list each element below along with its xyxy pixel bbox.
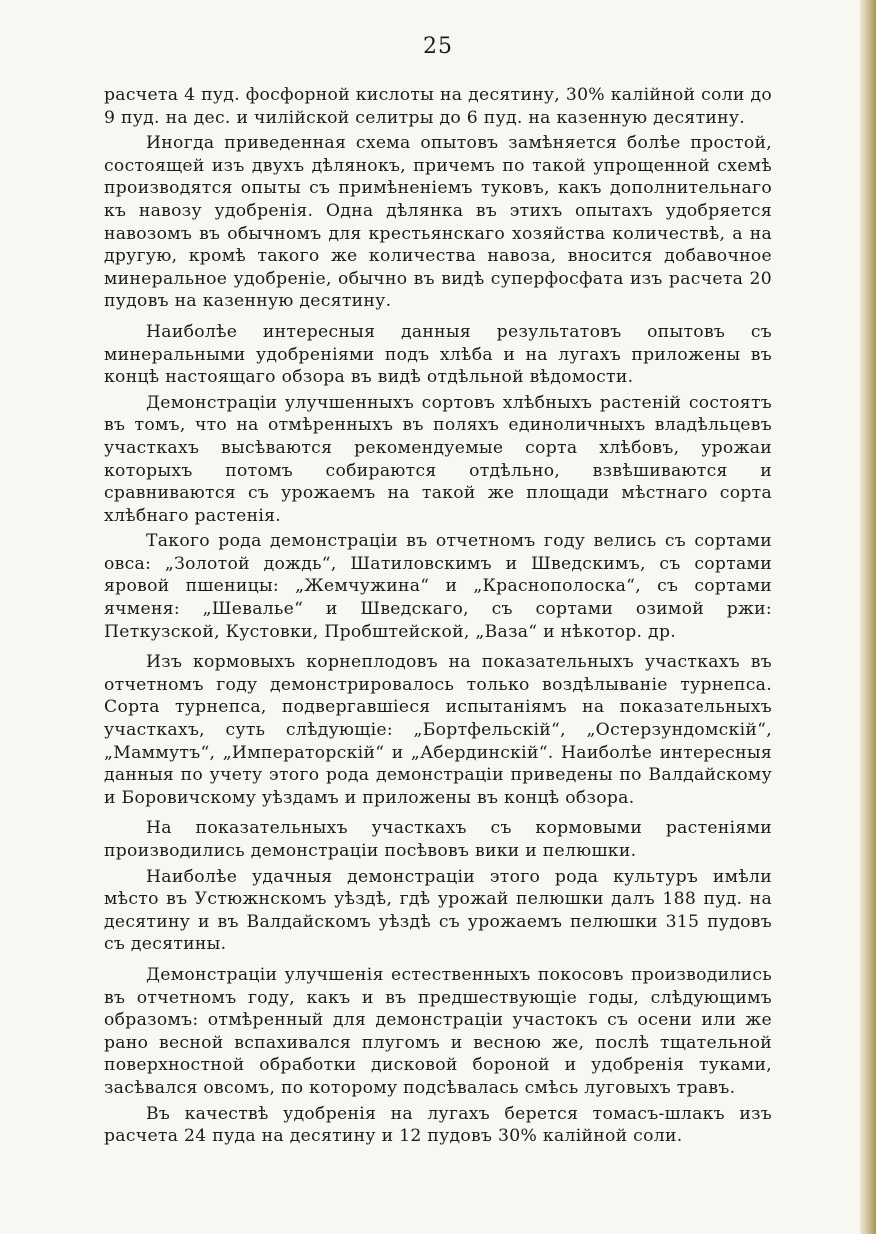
- paragraph-4: Демонстраціи улучшенныхъ сортовъ хлѣбныхъ растеній состоятъ въ томъ, что на отмѣренныхъ въ поляхъ единоличныхъ владѣльцевъ участкахъ высѣваются рекомендуемые сорта хлѣбовъ, урожаи которыхъ потомъ собираются отдѣльно, взвѣшиваются и сравниваются съ урожаемъ на такой же площади мѣстнаго сорта хлѣбнаго растенія.: [104, 392, 772, 526]
- paragraph-3: Наиболѣе интересныя данныя результатовъ опытовъ съ минеральными удобреніями подъ хлѣба и на лугахъ приложены въ концѣ настоящаго обзора въ видѣ отдѣльной вѣдомости.: [104, 321, 772, 388]
- page-spine-edge: [860, 0, 876, 1234]
- paragraph-1: расчета 4 пуд. фосфорной кислоты на десятину, 30% калійной соли до 9 пуд. на дес. и чилійской селитры до 6 пуд. на казенную десятину.: [104, 85, 772, 128]
- paragraph-5: Такого рода демонстраціи въ отчетномъ году велись съ сортами овса: „Золотой дождь“, Шатиловскимъ и Шведскимъ, съ сортами яровой пшеницы: „Жемчужина“ и „Краснополоска“, съ сортами ячменя: „Шевалье“ и Шведскаго, съ сортами озимой ржи: Петкузской, Кустовки, Пробштейской, „Ваза“ и нѣкотор. др.: [104, 531, 772, 642]
- paragraph-2: Иногда приведенная схема опытовъ замѣняется болѣе простой, состоящей изъ двухъ дѣлянокъ, причемъ по такой упрощенной схемѣ производятся опыты съ примѣненіемъ туковъ, какъ дополнительнаго къ навозу удобренія. Одна дѣлянка въ этихъ опытахъ удобряется навозомъ въ обычномъ для крестьянскаго хозяйства количествѣ, а на другую, кромѣ такого же количества навоза, вносится добавочное минеральное удобреніе, обычно въ видѣ суперфосфата изъ расчета 20 пудовъ на казенную десятину.: [104, 133, 772, 312]
- paragraph-6: Изъ кормовыхъ корнеплодовъ на показательныхъ участкахъ въ отчетномъ году демонстрировалось только воздѣлываніе турнепса. Сорта турнепса, подвергавшіеся испытаніямъ на показательныхъ участкахъ, суть слѣдующіе: „Бортфельскій“, „Остерзундомскій“, „Маммутъ“, „Императорскій“ и „Абердинскій“. Наиболѣе интересныя данныя по учету этого рода демонстраціи приведены по Валдайскому и Боровичскому уѣздамъ и приложены въ концѣ обзора.: [104, 652, 772, 808]
- paragraph-9: Демонстраціи улучшенія естественныхъ покосовъ производились въ отчетномъ году, какъ и въ предшествующіе годы, слѣдующимъ образомъ: отмѣренный для демонстраціи участокъ съ осени или же рано весной вспахивался плугомъ и весною же, послѣ тщательной поверхностной обработки дисковой бороной и удобренія туками, засѣвался овсомъ, по которому подсѣвалась смѣсь луговыхъ травъ.: [104, 964, 772, 1098]
- body-text: [104, 84, 772, 1151]
- paragraph-8: Наиболѣе удачныя демонстраціи этого рода культуръ имѣли мѣсто въ Устюжнскомъ уѣздѣ, гдѣ урожай пелюшки далъ 188 пуд. на десятину и въ Валдайскомъ уѣздѣ съ урожаемъ пелюшки 315 пудовъ съ десятины.: [104, 866, 772, 955]
- paragraph-10: Въ качествѣ удобренія на лугахъ берется томасъ-шлакъ изъ расчета 24 пуда на десятину и 12 пудовъ 30% калійной соли.: [104, 1103, 772, 1147]
- paragraph-7: На показательныхъ участкахъ съ кормовыми растеніями производились демонстраціи посѣвовъ вики и пелюшки.: [104, 818, 772, 861]
- page-number: 25: [423, 34, 453, 59]
